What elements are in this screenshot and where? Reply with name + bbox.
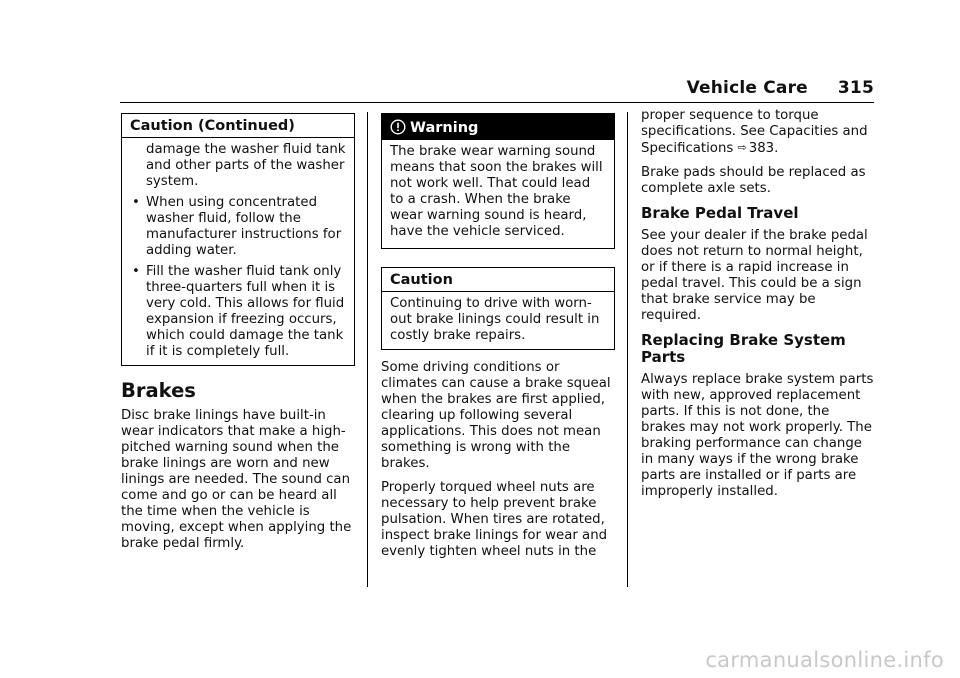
torque-text: proper sequence to torque specifications. See Capacities and Specifications (641, 108, 868, 156)
replacing-parts-text: Always replace brake system parts with new, approved replacement parts. If this is not done, the brakes may not work properly. The braking performance can change in many ways if the wrong brake parts are installed or if parts are improperly installed. (641, 372, 874, 499)
brake-pads-paragraph: Brake pads should be replaced as complete axle sets. (641, 165, 866, 196)
warning-icon (390, 119, 406, 135)
caution-continued-title: Caution (Continued) (122, 114, 354, 138)
brakes-paragraph: Disc brake linings have built-in wear indicators that make a high-pitched warning sound when the brake linings are worn and new linings are needed. The sound can come and go or can be heard all the time when the vehicle is moving, except when applying the brake pedal firmly. (121, 408, 352, 551)
column-1 (121, 113, 355, 560)
bullet-icon: • (132, 264, 140, 279)
page-reference-link[interactable]: 383. (748, 141, 779, 156)
page-number: 315 (837, 78, 874, 98)
warning-box (381, 113, 615, 249)
caution-bullet-text: When using concentrated washer fluid, follow the manufacturer instructions for adding water. (146, 195, 342, 258)
column-divider (367, 112, 368, 587)
caution-title: Caution (382, 268, 614, 292)
warning-title-bar (382, 114, 614, 140)
watermark: carmanualsonline.info (705, 648, 944, 672)
caution-bullet (130, 264, 346, 360)
caution-text: Continuing to drive with worn-out brake linings could result in costly brake repairs. (390, 296, 600, 343)
warning-title: Warning (410, 120, 479, 136)
column-divider (627, 112, 628, 587)
squeal-paragraph: Some driving conditions or climates can cause a brake squeal when the brakes are first applied, clearing up following several applications. This does not mean something is wrong with the brakes. (381, 360, 611, 471)
caution-bullet-text: Fill the washer fluid tank only three-quarters full when it is very cold. This allows for fluid expansion if freezing occurs, which could damage the tank if it is completely full. (146, 264, 345, 359)
wheel-nuts-paragraph: Properly torqued wheel nuts are necessary to help prevent brake pulsation. When tires are rotated, inspect brake linings for wear and evenly tighten wheel nuts in the (381, 480, 608, 559)
page-header (0, 78, 874, 98)
replacing-parts-heading: Replacing Brake System Parts (641, 331, 846, 366)
column-2 (381, 113, 615, 568)
column-3 (641, 108, 877, 508)
brake-pedal-travel-heading: Brake Pedal Travel (641, 204, 799, 222)
brake-pedal-travel-text: See your dealer if the brake pedal does not return to normal height, or if there is a rapid increase in pedal travel. This could be a sign that brake service may be required. (641, 228, 868, 323)
section-title: Vehicle Care (686, 78, 808, 98)
caution-continued-box (121, 113, 355, 366)
caution-bullet (130, 195, 346, 259)
warning-text: The brake wear warning sound means that soon the brakes will not work well. That could lead to a crash. When the brake wear warning sound is heard, have the vehicle serviced. (390, 144, 603, 239)
bullet-icon: • (132, 195, 140, 210)
header-rule (120, 102, 874, 103)
torque-paragraph (641, 108, 877, 157)
caution-continuation-text: damage the washer fluid tank and other parts of the washer system. (146, 142, 346, 189)
caution-box (381, 267, 615, 350)
brakes-heading: Brakes (121, 379, 196, 402)
page-reference-arrow-icon: ⇨ (737, 141, 747, 154)
